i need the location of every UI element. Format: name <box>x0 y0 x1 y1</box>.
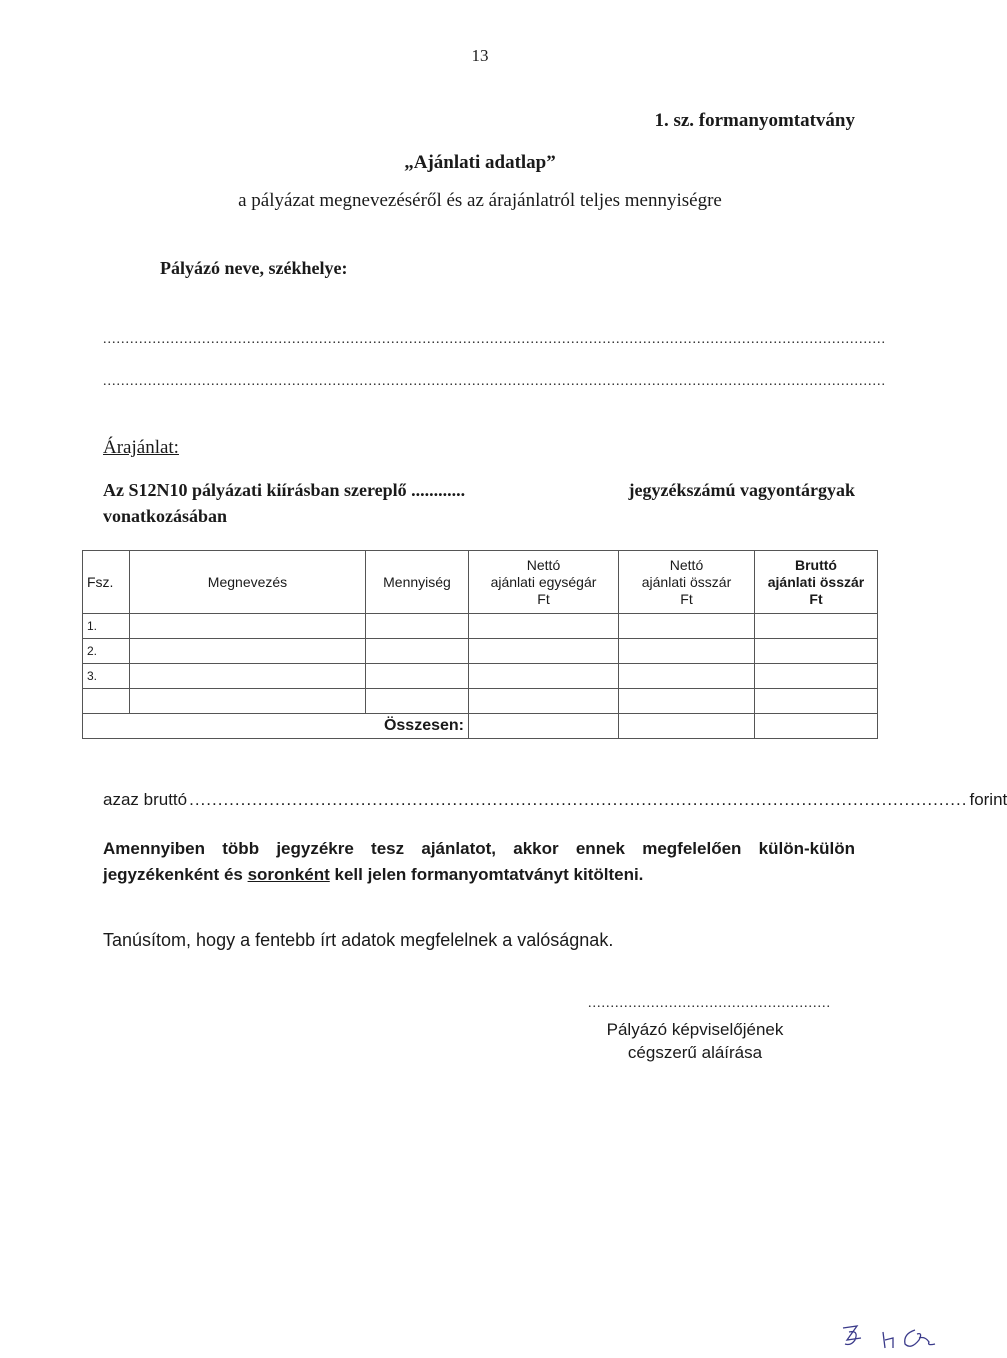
applicant-label: Pályázó neve, székhelye: <box>160 258 348 278</box>
row-net-unit-cell[interactable] <box>469 664 619 689</box>
row-quantity-cell[interactable] <box>366 639 469 664</box>
row-net-total-cell[interactable] <box>619 614 755 639</box>
row-number: 3. <box>83 664 130 689</box>
header-gross-total-line-3: Ft <box>809 590 823 607</box>
applicant-field-line-1[interactable]: .............................................................................................................................................................................. <box>103 332 886 347</box>
intro-line-2: vonatkozásában <box>103 506 228 526</box>
header-net-unit-line-1: Nettó <box>526 556 561 573</box>
row-net-total-cell[interactable] <box>619 664 755 689</box>
header-net-unit-price <box>469 551 619 614</box>
table-row <box>83 689 878 714</box>
row-gross-total-cell[interactable] <box>755 639 878 664</box>
form-label: 1. sz. formanyomtatvány <box>654 110 855 131</box>
certification-statement: Tanúsítom, hogy a fentebb írt adatok megfelelnek a valóságnak. <box>103 930 614 950</box>
gross-amount-field[interactable]: ........................................................................................................................................ <box>189 790 968 809</box>
header-gross-total-line-1: Bruttó <box>795 556 837 573</box>
page-number: 13 <box>471 46 489 65</box>
row-quantity-cell[interactable] <box>366 614 469 639</box>
header-net-total-line-2: ajánlati összár <box>641 573 732 590</box>
intro-line <box>103 480 855 501</box>
header-quantity: Mennyiség <box>366 551 469 614</box>
row-net-total-cell[interactable] <box>619 689 755 714</box>
row-name-cell[interactable] <box>130 639 366 664</box>
row-quantity-cell[interactable] <box>366 664 469 689</box>
intro-part-1: Az S12N10 pályázati kiírásban szereplő ............ <box>103 480 466 500</box>
gross-suffix: forint <box>969 790 1007 809</box>
header-fsz: Fsz. <box>83 551 130 614</box>
applicant-field-line-2[interactable]: .............................................................................................................................................................................. <box>103 374 886 389</box>
instruction-underlined: soronként <box>247 865 330 884</box>
row-number: 2. <box>83 639 130 664</box>
instruction-text-1: Amennyiben több jegyzékre tesz ajánlatot, akkor ennek megfelelően külön-külön jegyzékenként és <box>103 839 855 884</box>
handwritten-initials <box>835 1318 945 1356</box>
header-net-unit-line-2: ajánlati egységár <box>490 573 597 590</box>
offer-table <box>82 550 878 739</box>
total-label: Összesen: <box>83 714 469 739</box>
signature-label-line-2: cégszerű aláírása <box>627 1043 763 1062</box>
header-name: Megnevezés <box>130 551 366 614</box>
instruction-paragraph <box>103 836 855 888</box>
offer-heading: Árajánlat: <box>103 437 179 458</box>
table-header-row <box>83 551 878 614</box>
gross-amount-line <box>103 790 1007 810</box>
row-net-unit-cell[interactable] <box>469 689 619 714</box>
total-net-unit-cell[interactable] <box>469 714 619 739</box>
table-row <box>83 614 878 639</box>
signature-line[interactable]: ...................................................... <box>588 996 831 1011</box>
row-quantity-cell[interactable] <box>366 689 469 714</box>
row-name-cell[interactable] <box>130 664 366 689</box>
signature-label-line-1: Pályázó képviselőjének <box>606 1020 784 1039</box>
header-net-total-line-3: Ft <box>680 590 693 607</box>
total-gross-total-cell[interactable] <box>755 714 878 739</box>
row-net-unit-cell[interactable] <box>469 614 619 639</box>
row-gross-total-cell[interactable] <box>755 614 878 639</box>
header-gross-total <box>755 551 878 614</box>
row-name-cell[interactable] <box>130 614 366 639</box>
header-net-total <box>619 551 755 614</box>
row-name-cell[interactable] <box>130 689 366 714</box>
row-gross-total-cell[interactable] <box>755 664 878 689</box>
instruction-text-2: kell jelen formanyomtatványt kitölteni. <box>329 865 644 884</box>
intro-part-2: jegyzékszámú vagyontárgyak <box>628 480 855 500</box>
total-net-total-cell[interactable] <box>619 714 755 739</box>
row-number: 1. <box>83 614 130 639</box>
row-net-unit-cell[interactable] <box>469 639 619 664</box>
table-row <box>83 639 878 664</box>
document-title: „Ajánlati adatlap” <box>404 152 556 173</box>
row-number <box>83 689 130 714</box>
header-net-total-line-1: Nettó <box>669 556 704 573</box>
header-net-unit-line-3: Ft <box>537 590 550 607</box>
gross-prefix: azaz bruttó <box>103 790 188 809</box>
header-gross-total-line-2: ajánlati összár <box>767 573 865 590</box>
document-subtitle: a pályázat megnevezéséről és az árajánlatról teljes mennyiségre <box>238 190 722 211</box>
row-net-total-cell[interactable] <box>619 639 755 664</box>
table-total-row <box>83 714 878 739</box>
table-row <box>83 664 878 689</box>
row-gross-total-cell[interactable] <box>755 689 878 714</box>
